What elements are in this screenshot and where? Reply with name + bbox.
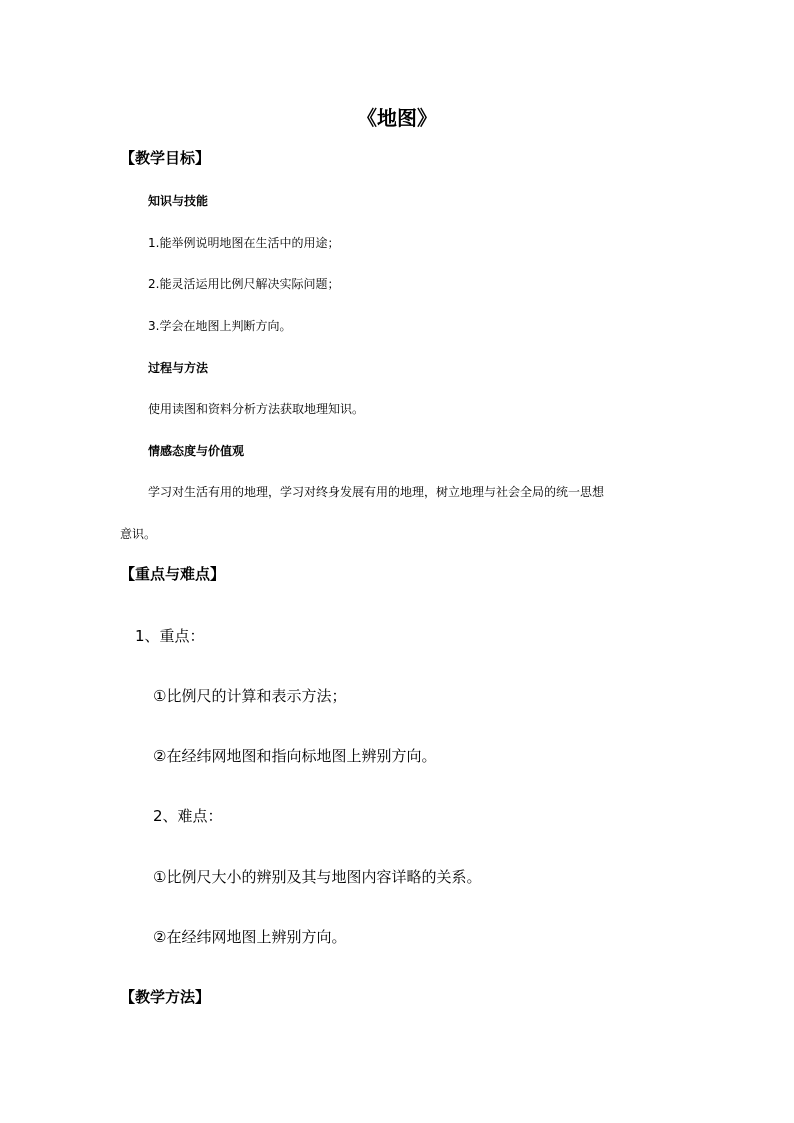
- knowledge-item-3: 3.学会在地图上判断方向。: [148, 319, 292, 333]
- knowledge-item-2: 2.能灵活运用比例尺解决实际问题；: [148, 277, 340, 291]
- emotion-text-line-1: 学习对生活有用的地理，学习对终身发展有用的地理，树立地理与社会全局的统一思想: [148, 485, 605, 499]
- knowledge-item-1: 1.能举例说明地图在生活中的用途；: [148, 236, 340, 250]
- focus-item-2: ②在经纬网地图和指向标地图上辨别方向。: [153, 747, 437, 765]
- focus-item-1: ①比例尺的计算和表示方法；: [153, 687, 347, 705]
- process-text: 使用读图和资料分析方法获取地理知识。: [148, 402, 365, 416]
- subheading-emotion: 情感态度与价值观: [148, 444, 245, 458]
- document-title: 《地图》: [357, 106, 437, 130]
- section-heading-key-points: 【重点与难点】: [120, 565, 226, 583]
- subheading-knowledge: 知识与技能: [148, 194, 209, 208]
- section-heading-methods: 【教学方法】: [120, 988, 211, 1006]
- difficulty-label: 2、难点：: [153, 807, 223, 825]
- section-heading-objectives: 【教学目标】: [120, 149, 211, 167]
- subheading-process: 过程与方法: [148, 361, 209, 375]
- focus-label: 1、重点：: [135, 627, 205, 645]
- difficulty-item-1: ①比例尺大小的辨别及其与地图内容详略的关系。: [153, 868, 482, 886]
- emotion-text-line-2: 意识。: [120, 527, 157, 541]
- difficulty-item-2: ②在经纬网地图上辨别方向。: [153, 928, 347, 946]
